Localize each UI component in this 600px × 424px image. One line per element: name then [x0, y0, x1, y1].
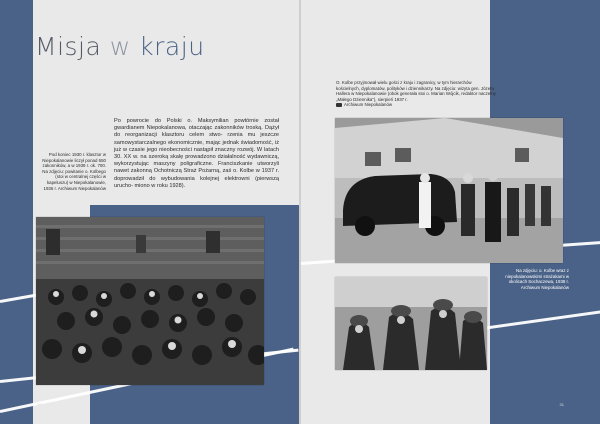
left-blue-band: [0, 0, 33, 424]
photo-crowd-image: [36, 217, 264, 385]
photo-fire-image: [335, 277, 487, 370]
page-number-right: 31: [559, 402, 564, 407]
camera-icon: [336, 103, 342, 107]
title-part-kraju: kraju: [139, 32, 205, 61]
photo-car-image: [335, 118, 563, 263]
left-page: [0, 0, 299, 424]
caption-left-photo: Pod koniec 1930 r. klasztor w Niepokalanowie liczył ponad 650 zakonników, a w 1939 r. ok. 700. Na zdjęciu: powitanie o. Kolbego (stoi w centralnej części w kapeluszu) w Niepokalanowie, 1936 r. Archiwum Niepokalanów: [42, 152, 106, 191]
title-part-w: w: [109, 32, 140, 61]
main-body-text: Po powrocie do Polski o. Maksymilian powtórnie został gwardianem Niepokalanowa, otaczając zakonników troską. Dążył do reorganizacji klasztoru celem stwo- rzenia mu jeszcze samowystarczalnego ekonomicznie, mając jednak świadomość, iż już w czasie jego nieobecności nastąpił znaczny rozwój. W latach 30. XX w. na szeroką skalę prowadzono działalność wydawniczą, wykorzystując maszyny poligraficzne. Franciszkanie utworzyli nawet zakonną Ochotniczą Straż Pożarną, zaś o. Kolbe w 1937 r. doprowadził do wybudowania kolejnej elektrowni (pierwszą urucho- miono w roku 1928).: [114, 118, 279, 189]
caption-right-top: [336, 80, 496, 108]
right-page: [301, 0, 600, 424]
caption-right-bottom: [489, 268, 569, 290]
title-part-misja: Misja: [35, 32, 110, 61]
caption-right-bottom-text: Na zdjęciu: o. Kolbe wraz z niepokalanowskimi strażakami w okolicach Sochaczewa, 1938 r.: [505, 268, 569, 285]
photo-firefighters: [335, 277, 487, 370]
caption-right-top-credit: Archiwum Niepokalanów: [344, 102, 393, 108]
caption-right-bottom-credit: Archiwum Niepokalanów: [520, 284, 569, 290]
page-title: [35, 32, 205, 61]
photo-crowd-welcome: [36, 217, 264, 385]
caption-right-top-text: O. Kolbe przyjmował wielu gości z kraju i zagranicy, w tym hierarchów kościelnych, dyplomatów, polityków i dziennikarzy. Na zdjęciu: wizyta gen. Józefa Hallera w Niepokalanowie (obok generała stoi o. Marian Wójcik, redaktor naczelny „Małego Dziennika”), sierpień 1937 r.: [336, 80, 496, 102]
photo-haller-visit: [335, 118, 563, 263]
page-number-left: 30: [37, 402, 42, 407]
